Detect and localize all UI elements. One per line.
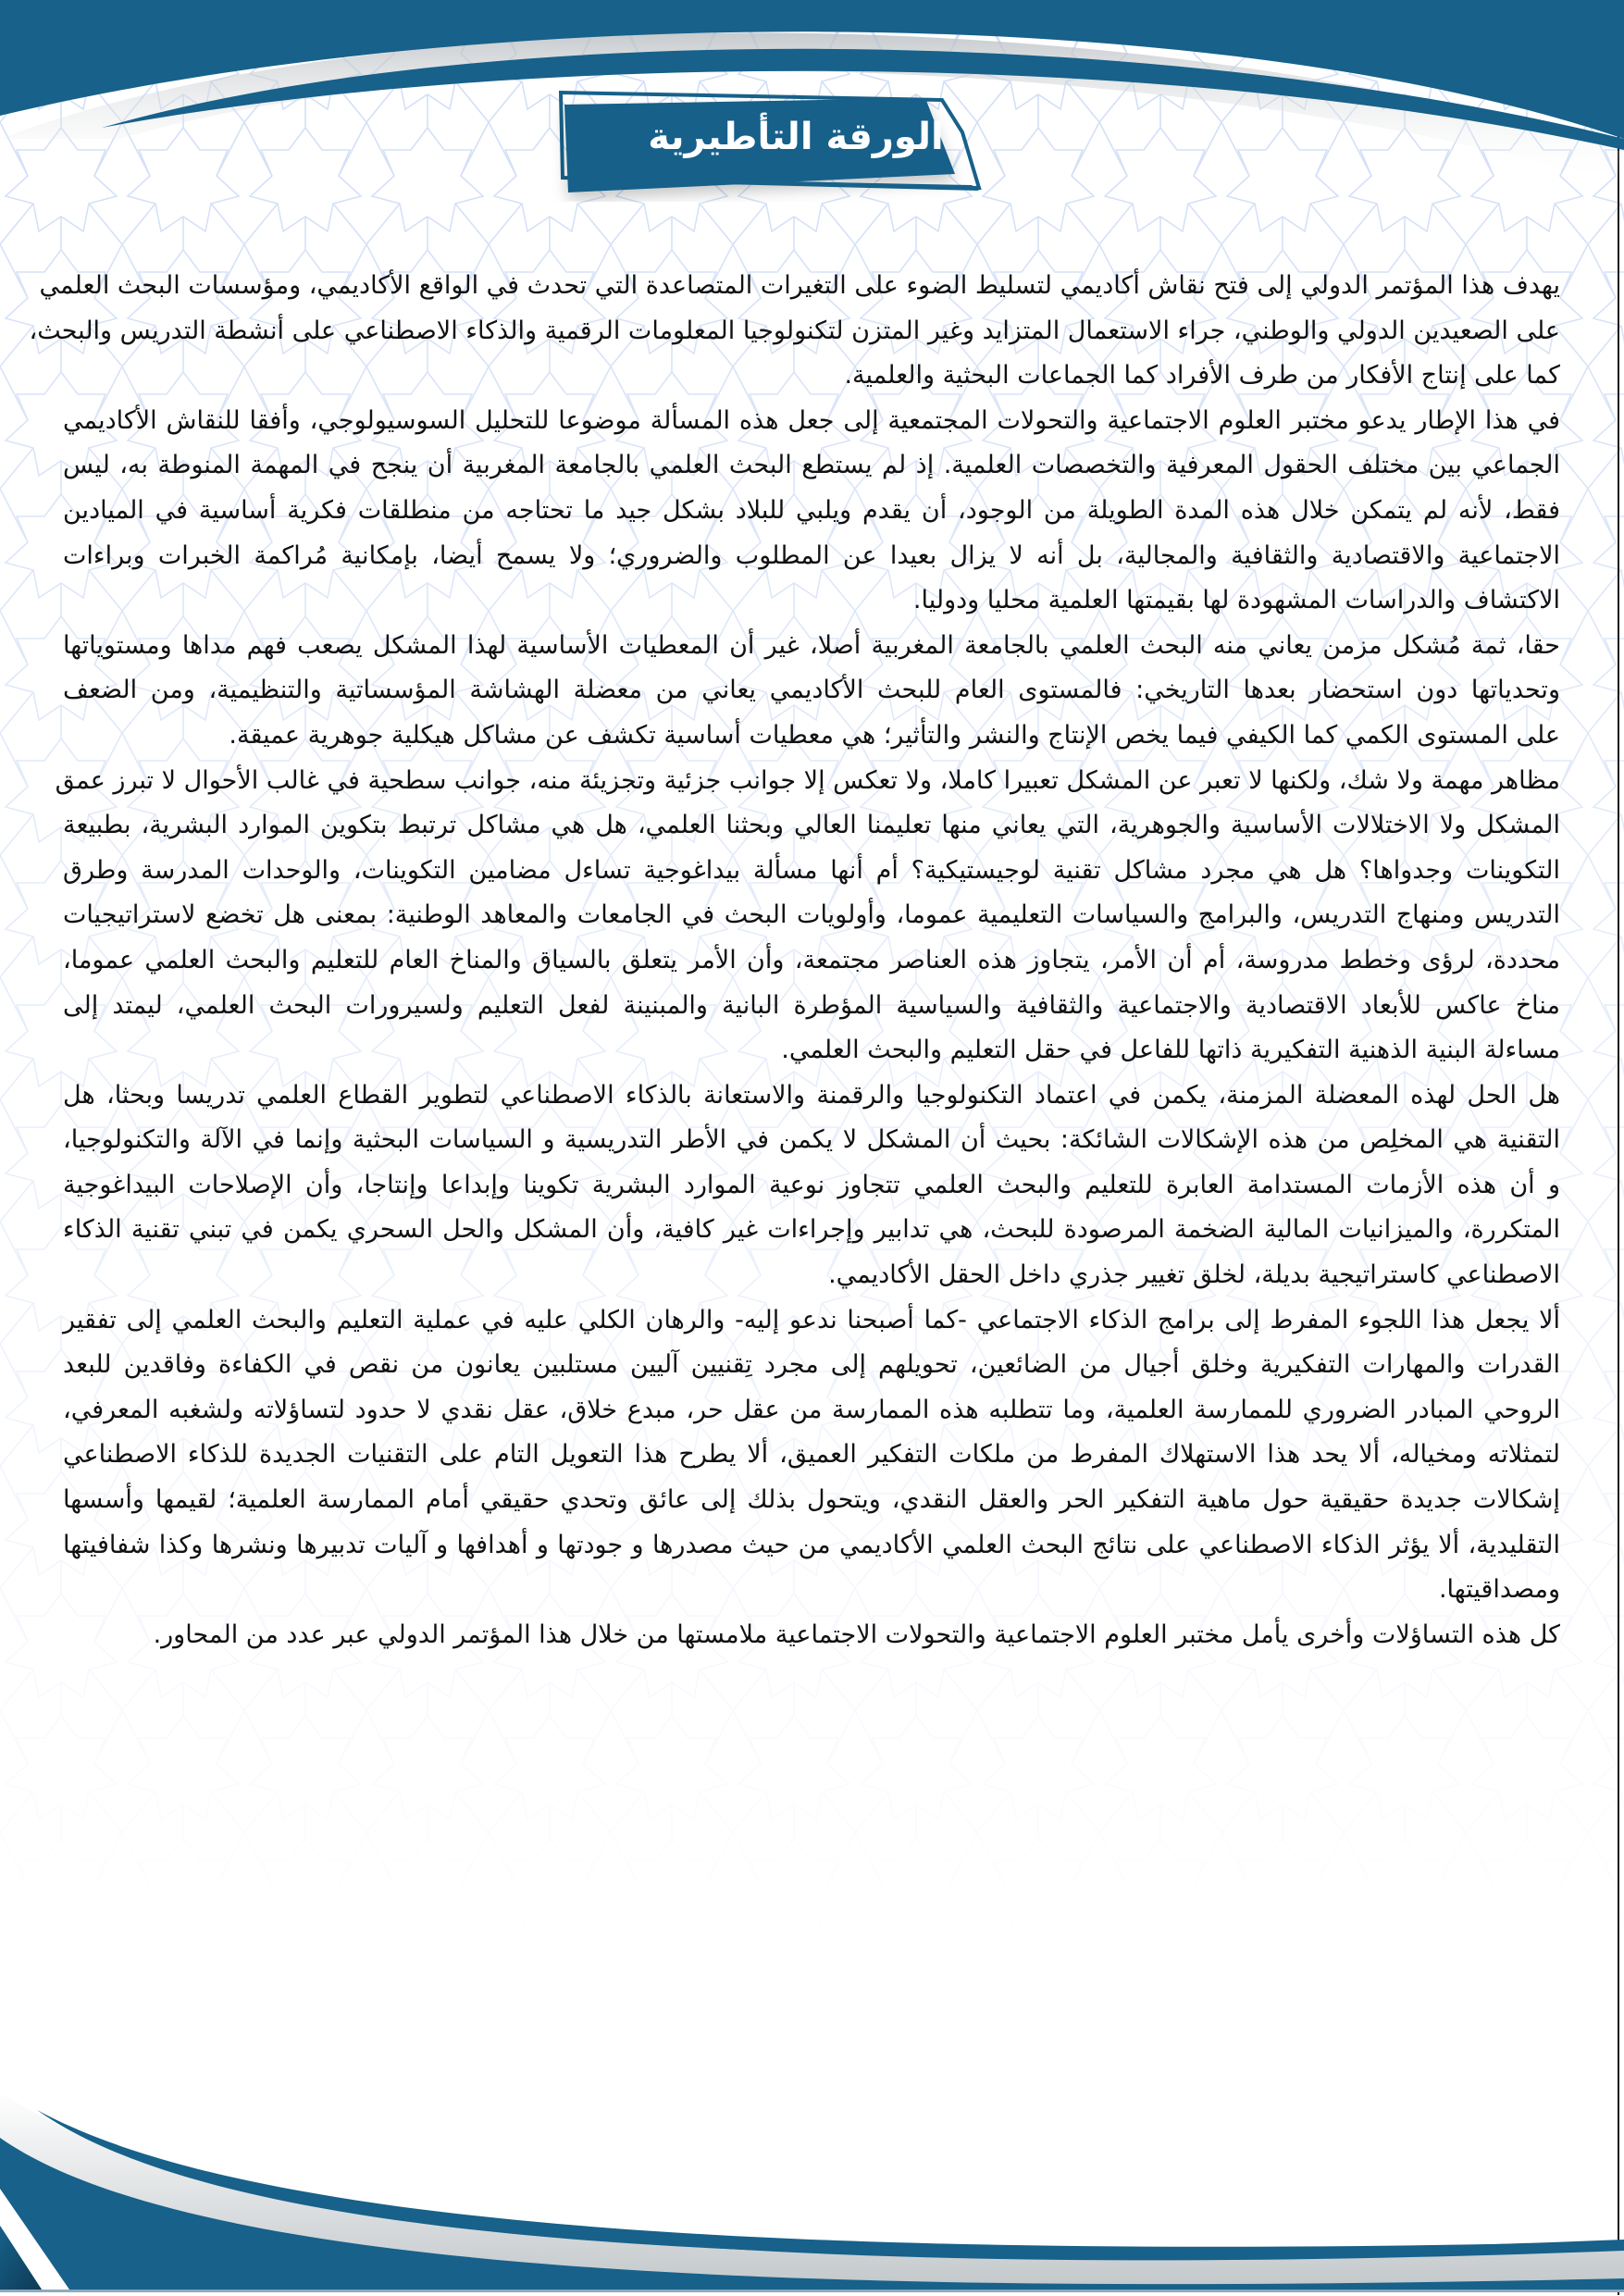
text-line: مناخ عاكس للأبعاد الاقتصادية والاجتماعية والثقافية والسياسية المؤطرة البانية والمبنينة لفعل التعليم ولسيرورات البحث العلمي، ليمتد إلى (63, 990, 1560, 1020)
text-line: المتكررة، والميزانيات المالية الضخمة المرصودة للبحث، هي تدابير وإجراءات غير كافية، وأن المشكل والحل السحري يكمن في تبني تقنية الذكاء (63, 1215, 1560, 1245)
text-line: حقا، ثمة مُشكل مزمن يعاني منه البحث العلمي بالجامعة المغربية أصلا، غير أن المعطيات الأساسية لهذا المشكل يصعب فهم مداها ومستوياتها (63, 630, 1560, 660)
paragraph-conclusion (63, 1613, 1560, 1658)
bottom-swoosh-decoration (0, 2036, 1624, 2296)
text-line: الجماعي بين مختلف الحقول المعرفية والتخصصات العلمية. إذ لم يستطع البحث العلمي بالجامعة المغربية أن ينجح في المهمة المنوطة به، ليس (63, 451, 1560, 480)
text-line: مساءلة البنية الذهنية التفكيرية ذاتها للفاعل في حقل التعليم والبحث العلمي. (781, 1036, 1560, 1065)
text-line: كما على إنتاج الأفكار من طرف الأفراد كما الجماعات البحثية والعلمية. (844, 361, 1560, 391)
text-line: التقليدية، ألا يؤثر الذكاء الاصطناعي على نتائج البحث العلمي الأكاديمي من حيث مصدرها و جودتها و أهدافها و آليات تدبيرها ونشرها وكذا شفافيتها (63, 1530, 1560, 1559)
text-line: لتمثلاته ومخياله، ألا يحد هذا الاستهلاك المفرط من ملكات التفكير العميق، ألا يطرح هذا التعويل التام على التقنيات الجديدة للذكاء الاصطناعي (63, 1440, 1560, 1470)
document-body (29, 264, 1560, 1657)
text-line: إشكالات جديدة حقيقية حول ماهية التفكير الحر والعقل النقدي، ويتحول بذلك إلى عائق وتحدي حقيقي أمام الممارسة العلمية؛ لقيمها وأسسها (63, 1485, 1560, 1515)
text-line: فقط، لأنه لم يتمكن خلال هذه المدة الطويلة من الوجود، أن يقدم ويلبي للبلاد بشكل جيد ما تحتاجه من منطلقات فكرية أساسية في الميادين (63, 495, 1560, 525)
text-line: التكوينات وجدواها؟ هل هي مجرد مشاكل تقنية لوجيستيكية؟ أم أنها مسألة بيداغوجية تساءل مضامين التكوينات، والوحدات المدرسة وطرق (63, 855, 1560, 885)
text-line: الاصطناعي كاستراتيجية بديلة، لخلق تغيير جذري داخل الحقل الأكاديمي. (828, 1260, 1560, 1290)
text-line: الاجتماعية والاقتصادية والثقافية والمجالية، بل أنه لا يزال بعيدا عن المطلوب والضروري؛ ولا يسمح أيضا، بإمكانية مُراكمة الخبرات وبراءات (63, 540, 1560, 570)
text-line: و أن هذه الأزمات المستدامة العابرة للتعليم والبحث العلمي تتجاوز نوعية الموارد البشرية تكوينا وإبداعا وإنتاجا، وأن الإصلاحات البيداغوجية (63, 1170, 1560, 1199)
page-border-right (1618, 93, 1619, 2295)
text-line: التقنية هي المخلِص من هذه الإشكالات الشائكة: بحيث أن المشكل لا يكمن في الأطر التدريسية و السياسات البحثية وإنما في الآلة والتكنولوجيا، (63, 1125, 1560, 1155)
page-title: الورقة التأطيرية (648, 116, 944, 158)
paragraph-intro (29, 264, 1560, 399)
paragraph-manifestations (55, 759, 1560, 1074)
text-line: الاكتشاف والدراسات المشهودة لها بقيمتها العلمية محليا ودوليا. (912, 586, 1560, 615)
text-line: مظاهر مهمة ولا شك، ولكنها لا تعبر عن المشكل تعبيرا كاملا، ولا تعكس إلا جوانب جزئية وتجزيئة منه، جوانب سطحية في غالب الأحوال لا تبرز عمق (55, 765, 1560, 795)
paragraph-framework (63, 399, 1560, 624)
text-line: هل الحل لهذه المعضلة المزمنة، يكمن في اعتماد التكنولوجيا والرقمنة والاستعانة بالذكاء الاصطناعي لتطوير القطاع العلمي تدريسا وبحثا، هل (63, 1080, 1560, 1110)
text-line: في هذا الإطار يدعو مختبر العلوم الاجتماعية والتحولات المجتمعية إلى جعل هذه المسألة موضوعا للتحليل السوسيولوجي، وأفقا للنقاش الأكاديمي (63, 405, 1560, 435)
title-banner (537, 81, 1073, 202)
text-line: على الصعيدين الدولي والوطني، جراء الاستعمال المتزايد وغير المتزن لتكنولوجيا المعلومات الرقمية والذكاء الاصطناعي على أنشطة التدريس والبحث، (29, 316, 1560, 345)
text-line: محددة، لرؤى وخطط مدروسة، أم أن الأمر، يتجاوز هذه العناصر مجتمعة، وأن الأمر يتعلق بالسياق والمناخ العام للتعليم والبحث العلمي عموما، (63, 945, 1560, 974)
paragraph-ai-questions (63, 1298, 1560, 1613)
text-line: ألا يجعل هذا اللجوء المفرط إلى برامج الذكاء الاجتماعي -كما أصبحنا ندعو إليه- والرهان الكلي عليه في عملية التعليم والبحث العلمي إلى تفقير (63, 1305, 1560, 1334)
text-line: ومصداقيتها. (1438, 1575, 1560, 1605)
text-line: كل هذه التساؤلات وأخرى يأمل مختبر العلوم الاجتماعية والتحولات الاجتماعية ملامستها من خلال هذا المؤتمر الدولي عبر عدد من المحاور. (153, 1620, 1560, 1649)
text-line: القدرات والمهارات التفكيرية وخلق أجيال من الضائعين، تحويلهم إلى مجرد تِقنيين آليين مستلبين يعانون من نقص في الكفاءة وفاقدين للبعد (63, 1350, 1560, 1380)
text-line: الروحي المبادر الضروري للممارسة العلمية، وما تتطلبه هذه الممارسة من عقل حر، مبدع خلاق، عقل نقدي لا حدود لتساؤلاته ولشغبه المعرفي، (63, 1395, 1560, 1424)
text-line: يهدف هذا المؤتمر الدولي إلى فتح نقاش أكاديمي لتسليط الضوء على التغيرات المتصاعدة التي تحدث في الواقع الأكاديمي، ومؤسسات البحث العلمي (39, 271, 1560, 300)
text-line: على المستوى الكمي كما الكيفي فيما يخص الإنتاج والنشر والتأثير؛ هي معطيات أساسية تكشف عن مشاكل هيكلية جوهرية عميقة. (229, 720, 1560, 750)
text-line: التدريس ومنهاج التدريس، والبرامج والسياسات التعليمية عموما، وأولويات البحث في الجامعات والمعاهد الوطنية: بمعنى هل تخضع لاستراتيجيات (63, 900, 1560, 930)
paragraph-chronic-problem (63, 624, 1560, 759)
text-line: وتحدياتها دون استحضار بعدها التاريخي: فالمستوى العام للبحث الأكاديمي يعاني من معضلة الهشاشة المؤسساتية والتنظيمية، ومن الضعف (63, 676, 1560, 705)
text-line: المشكل ولا الاختلالات الأساسية والجوهرية، التي يعاني منها تعليمنا العالي وبحثنا العلمي، هل هي مشاكل ترتبط بتكوين الموارد البشرية، بطبيعة (63, 811, 1560, 840)
paragraph-technology-solution (63, 1074, 1560, 1298)
